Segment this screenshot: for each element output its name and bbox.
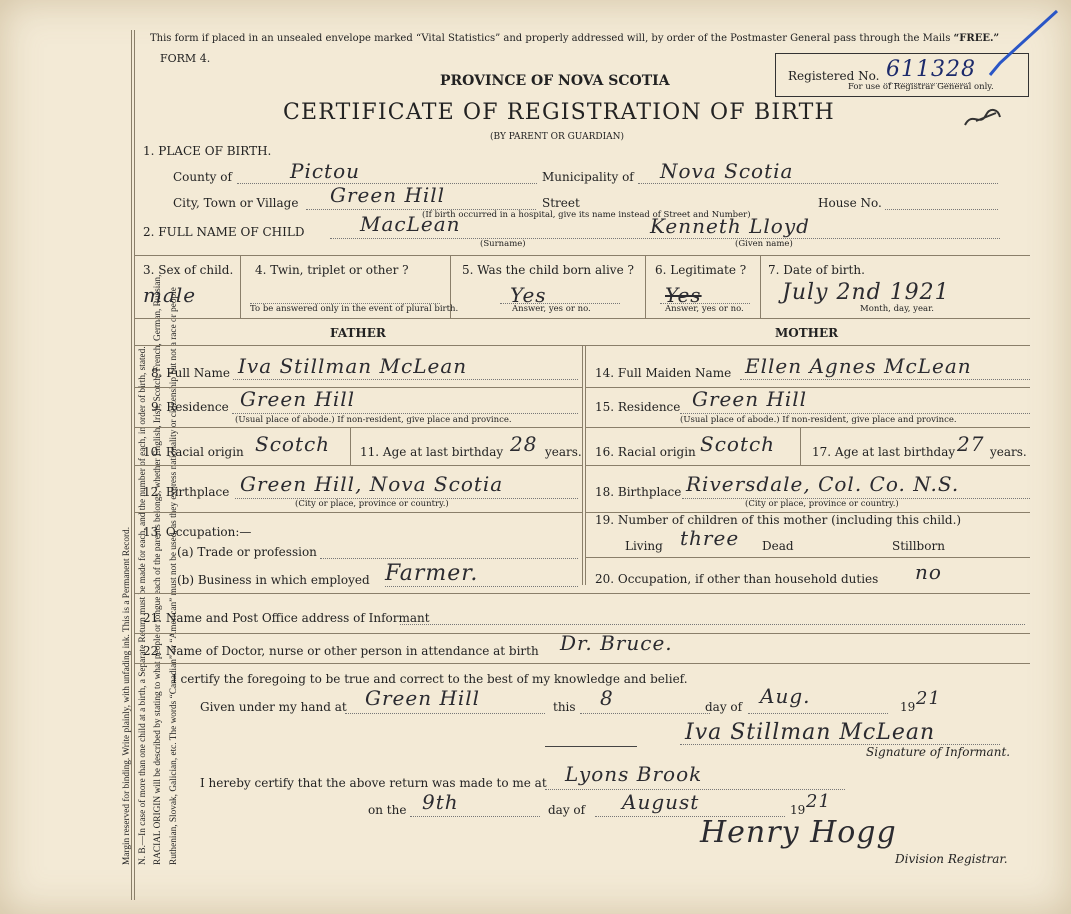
date-note: Month, day, year. (860, 304, 934, 314)
mother-years: years. (990, 445, 1027, 459)
municipality-value: Nova Scotia (660, 159, 794, 183)
doctor-label: 22. Name of Doctor, nurse or other person in attendance at birth (143, 644, 539, 658)
mother-name-label: 14. Full Maiden Name (595, 366, 732, 380)
mother-heading: MOTHER (775, 326, 839, 340)
registered-label: Registered No. (788, 69, 880, 83)
place-heading: 1. PLACE OF BIRTH. (143, 144, 272, 158)
mother-birthplace-label: 18. Birthplace (595, 485, 682, 499)
county-label: County of (173, 170, 232, 184)
registrar-signature: Henry Hogg (700, 815, 897, 850)
mother-racial-label: 16. Racial origin (595, 445, 696, 459)
father-racial: Scotch (255, 432, 331, 456)
mother-birthplace-note: (City or place, province or country.) (745, 499, 899, 509)
certify-place: Green Hill (365, 686, 481, 710)
registrar-day: 9th (422, 790, 459, 814)
legitimate-label: 6. Legitimate ? (655, 263, 747, 277)
certify-year-suffix: 21 (916, 688, 941, 709)
house-label: House No. (818, 196, 882, 210)
certify-month: Aug. (760, 684, 811, 708)
mother-residence: Green Hill (692, 387, 808, 411)
mother-name: Ellen Agnes McLean (745, 354, 972, 378)
registrar-year-suffix: 21 (806, 791, 831, 812)
divider (545, 746, 637, 747)
dead-label: Dead (762, 539, 794, 553)
informant-signature-label: Signature of Informant. (866, 745, 1011, 759)
mother-occupation-label: 20. Occupation, if other than household duties (595, 572, 879, 586)
certify-text: I certify the foregoing to be true and correct to the best of my knowledge and belief. (172, 672, 688, 686)
father-business: Farmer. (385, 561, 479, 586)
mother-age: 27 (957, 432, 985, 456)
certify-day: 8 (600, 686, 614, 710)
registrar-on-label: on the (368, 803, 407, 817)
stillborn-label: Stillborn (892, 539, 945, 553)
margin-line-2: N. B.—In case of more than one child at a birth, a Separate Return must be made for each, and the number of each, in order of birth, stated. (137, 346, 148, 865)
registrar-label: Division Registrar. (895, 852, 1008, 866)
trade-label: (a) Trade or profession (177, 545, 317, 559)
father-name-label: 8. Full Name (151, 366, 230, 380)
child-given-name: Kenneth Lloyd (650, 214, 810, 238)
sex-label: 3. Sex of child. (143, 263, 234, 277)
margin-line-1: Margin reserved for binding. Write plainly, with unfading ink. This is a Permanent Record. (122, 526, 132, 865)
mother-age-label: 17. Age at last birthday (812, 445, 956, 459)
mother-occupation: no (915, 560, 942, 584)
mail-notice: This form if placed in an unsealed envelope marked “Vital Statistics” and properly addressed will, by order of the Postmaster General pass through the Mails “FREE.” (150, 33, 1000, 44)
father-birthplace: Green Hill, Nova Scotia (240, 472, 504, 496)
father-birthplace-note: (City or place, province or country.) (295, 499, 449, 509)
father-residence: Green Hill (240, 387, 356, 411)
father-occupation-label: 13. Occupation:— (143, 525, 252, 539)
blue-check-mark (985, 5, 1065, 85)
business-label: (b) Business in which employed (177, 573, 370, 587)
father-residence-note: (Usual place of abode.) If non-resident, give place and province. (235, 415, 512, 425)
registrar-place: Lyons Brook (565, 762, 703, 786)
municipality-label: Municipality of (542, 170, 634, 184)
mother-racial: Scotch (700, 432, 776, 456)
sex-value: male (143, 283, 197, 307)
twin-note: To be answered only in the event of plural birth. (250, 304, 459, 314)
registrar-dayof-label: day of (548, 803, 586, 817)
registrar-year-prefix: 19 (790, 803, 806, 817)
certificate-title: CERTIFICATE OF REGISTRATION OF BIRTH (283, 100, 835, 125)
certify-dayof-label: day of (705, 700, 743, 714)
father-residence-label: 9. Residence (151, 400, 229, 414)
registrar-text: I hereby certify that the above return was made to me at (200, 776, 547, 790)
hospital-note: (If birth occurred in a hospital, give its name instead of Street and Number) (422, 210, 751, 220)
alive-value: Yes (510, 283, 547, 307)
children-count-label: 19. Number of children of this mother (including this child.) (595, 513, 962, 527)
county-value: Pictou (290, 159, 361, 183)
father-age: 28 (510, 432, 538, 456)
child-name-label: 2. FULL NAME OF CHILD (143, 225, 305, 239)
twin-label: 4. Twin, triplet or other ? (255, 263, 409, 277)
child-surname: MacLean (360, 212, 461, 236)
margin-line-4: Ruthenian, Slovak, Galician, etc. The words “Canadian” or “American” must not be used, as they express nationality or citizenship but not a race or people (168, 287, 179, 865)
frame-left-border (131, 30, 132, 900)
date-label: 7. Date of birth. (768, 263, 865, 277)
ink-flourish (962, 105, 1004, 131)
informant-label: 21. Name and Post Office address of Informant (143, 611, 430, 625)
registrar-note: For use of Registrar General only. (848, 82, 994, 92)
legitimate-value: Yes (665, 283, 702, 307)
certify-year-prefix: 19 (900, 700, 916, 714)
registered-number: 611328 (886, 57, 976, 82)
registrar-month: August (622, 790, 700, 814)
father-years: years. (545, 445, 582, 459)
alive-note: Answer, yes or no. (512, 304, 591, 314)
province-heading: PROVINCE OF NOVA SCOTIA (440, 73, 670, 89)
city-value: Green Hill (330, 183, 446, 207)
form-number: FORM 4. (160, 52, 211, 65)
legitimate-note: Answer, yes or no. (665, 304, 744, 314)
mother-birthplace: Riversdale, Col. Co. N.S. (686, 472, 960, 496)
surname-note: (Surname) (480, 239, 526, 249)
living-label: Living (625, 539, 663, 553)
city-label: City, Town or Village (173, 196, 299, 210)
given-label: Given under my hand at (200, 700, 347, 714)
informant-signature: Iva Stillman McLean (685, 720, 936, 745)
father-birthplace-label: 12. Birthplace (143, 485, 230, 499)
father-heading: FATHER (330, 326, 386, 340)
father-racial-label: 10. Racial origin (143, 445, 244, 459)
father-name: Iva Stillman McLean (238, 354, 468, 378)
alive-label: 5. Was the child born alive ? (462, 263, 634, 277)
date-value: July 2nd 1921 (782, 280, 950, 305)
margin-line-3: RACIAL ORIGIN will be described by stating to what people or tongue each of the parents belongs, whether English, Irish, Scotch, French, German, Russian, (153, 274, 163, 865)
certificate-subtitle: (BY PARENT OR GUARDIAN) (490, 132, 625, 142)
father-age-label: 11. Age at last birthday (360, 445, 504, 459)
mother-residence-label: 15. Residence (595, 400, 681, 414)
margin-notes (120, 15, 182, 865)
living-value: three (680, 526, 740, 550)
this-label: this (553, 700, 576, 714)
given-name-note: (Given name) (735, 239, 793, 249)
mother-residence-note: (Usual place of abode.) If non-resident, give place and province. (680, 415, 957, 425)
street-label: Street (542, 196, 580, 210)
doctor-value: Dr. Bruce. (560, 631, 673, 655)
